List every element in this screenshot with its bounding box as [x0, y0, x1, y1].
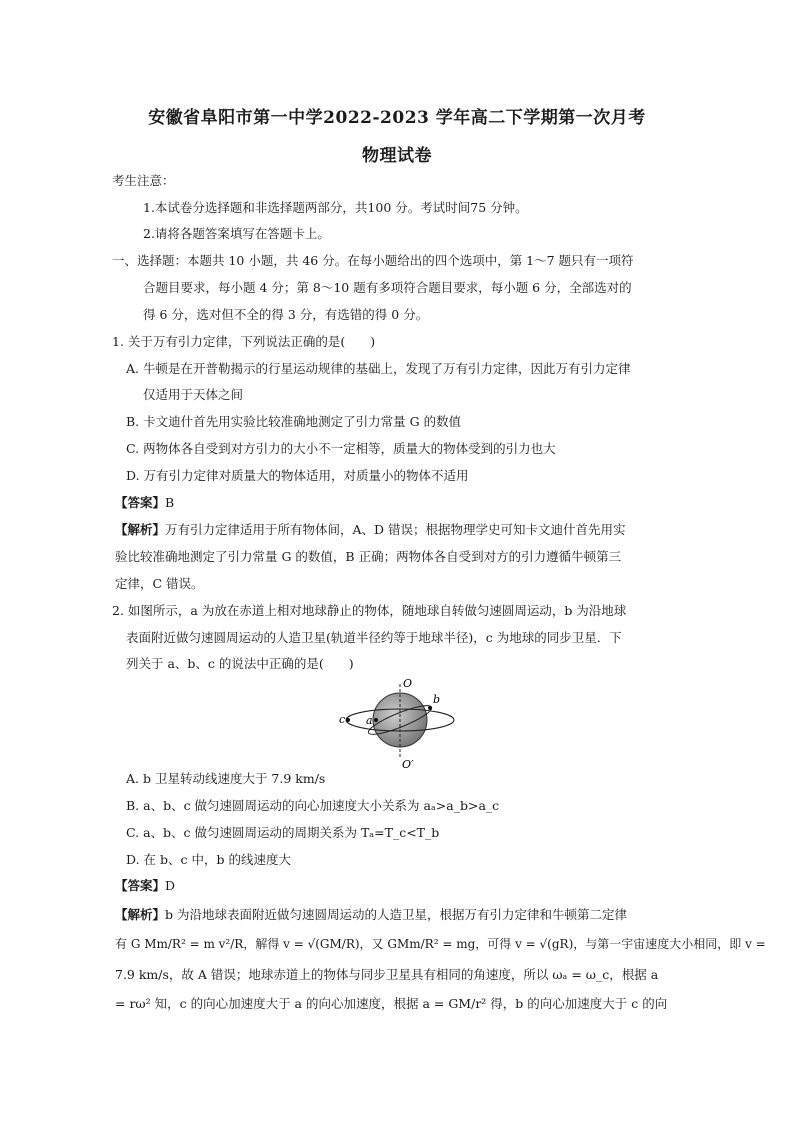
label-b: b	[433, 693, 441, 706]
q2-analysis-text-1: b 为沿地球表面附近做匀速圆周运动的人造卫星，根据万有引力定律和牛顿第二定律	[165, 907, 627, 922]
q1-answer	[115, 494, 174, 512]
q1-answer-value: B	[165, 495, 175, 510]
q2-stem-line-1: 2. 如图所示，a 为放在赤道上相对地球静止的物体，随地球自转做匀速圆周运动，b 为沿地球	[112, 603, 627, 618]
section-instructions-line-2: 合题目要求，每小题 4 分；第 8～10 题有多项符合题目要求，每小题 6 分，全部选对的	[143, 280, 632, 295]
q1-option-d: D. 万有引力定律对质量大的物体适用，对质量小的物体不适用	[126, 468, 469, 483]
q2-analysis-line-1	[115, 906, 627, 924]
notice-item-2: 2.请将各题答案填写在答题卡上。	[143, 226, 330, 241]
q1-analysis-line-2: 验比较准确地测定了引力常量 G 的数值，B 正确；两物体各自受到对方的引力遵循牛顿第三	[115, 549, 622, 564]
notice-heading: 考生注意：	[112, 173, 175, 188]
notice-item-1: 1.本试卷分选择题和非选择题两部分，共100 分。考试时间75 分钟。	[143, 200, 528, 215]
q1-option-a-line-1: A. 牛顿是在开普勒揭示的行星运动规律的基础上，发现了万有引力定律，因此万有引力定律	[126, 361, 631, 376]
q2-stem-line-2: 表面附近做匀速圆周运动的人造卫星(轨道半径约等于地球半径)，c 为地球的同步卫星．下	[126, 630, 622, 645]
q2-answer-value: D	[165, 878, 176, 893]
q2-analysis-line-3: 7.9 km/s，故 A 错误；地球赤道上的物体与同步卫星具有相同的角速度，所以 ωₐ = ω_c，根据 a	[115, 967, 659, 982]
q2-stem-line-3: 列关于 a、b、c 的说法中正确的是( )	[126, 656, 354, 671]
q1-option-a-line-2: 仅适用于天体之间	[143, 387, 244, 402]
point-a	[374, 718, 378, 722]
section-instructions-line-3: 得 6 分，选对但不全的得 3 分，有选错的得 0 分。	[143, 307, 429, 322]
q2-option-b: B. a、b、c 做匀速圆周运动的向心加速度大小关系为 aₐ>a_b>a_c	[126, 798, 500, 813]
label-c: c	[339, 713, 346, 726]
q2-analysis-line-2: 有 G Mm/R² = m v²/R，解得 v = √(GM/R)，又 GMm/R² = mg，可得 v = √(gR)，与第一宇宙速度大小相同，即 v =	[115, 937, 766, 951]
page-subtitle: 物理试卷	[362, 146, 432, 166]
answer-tag: 【答案】	[115, 878, 166, 893]
q1-stem: 1. 关于万有引力定律，下列说法正确的是( )	[112, 334, 376, 349]
point-c	[346, 718, 350, 722]
analysis-tag: 【解析】	[115, 522, 166, 537]
q1-analysis-line-1	[115, 521, 626, 539]
earth-orbit-diagram	[336, 678, 466, 768]
label-a: a	[366, 714, 373, 727]
page-title: 安徽省阜阳市第一中学2022-2023 学年高二下学期第一次月考	[148, 108, 646, 128]
label-O-prime: O′	[402, 758, 414, 768]
q1-option-c: C. 两物体各自受到对方引力的大小不一定相等，质量大的物体受到的引力也大	[126, 441, 556, 456]
q2-analysis-line-4: = rω² 知，c 的向心加速度大于 a 的向心加速度，根据 a = GM/r² 得，b 的向心加速度大于 c 的向	[115, 996, 668, 1011]
answer-tag: 【答案】	[115, 495, 166, 510]
q1-analysis-text-1: 万有引力定律适用于所有物体间，A、D 错误；根据物理学史可知卡文迪什首先用实	[165, 522, 626, 537]
analysis-tag: 【解析】	[115, 907, 166, 922]
point-b	[428, 706, 432, 710]
q2-option-c: C. a、b、c 做匀速圆周运动的周期关系为 Tₐ=T_c<T_b	[126, 825, 440, 840]
label-O: O	[403, 678, 413, 690]
q1-analysis-line-3: 定律，C 错误。	[115, 576, 204, 591]
q2-option-d: D. 在 b、c 中，b 的线速度大	[126, 852, 291, 867]
q2-option-a: A. b 卫星转动线速度大于 7.9 km/s	[126, 771, 326, 786]
q1-option-b: B. 卡文迪什首先用实验比较准确地测定了引力常量 G 的数值	[126, 414, 462, 429]
q2-answer	[115, 877, 175, 895]
section-instructions-line-1: 一、选择题：本题共 10 小题，共 46 分。在每小题给出的四个选项中，第 1～7 题只有一项符	[112, 253, 634, 268]
